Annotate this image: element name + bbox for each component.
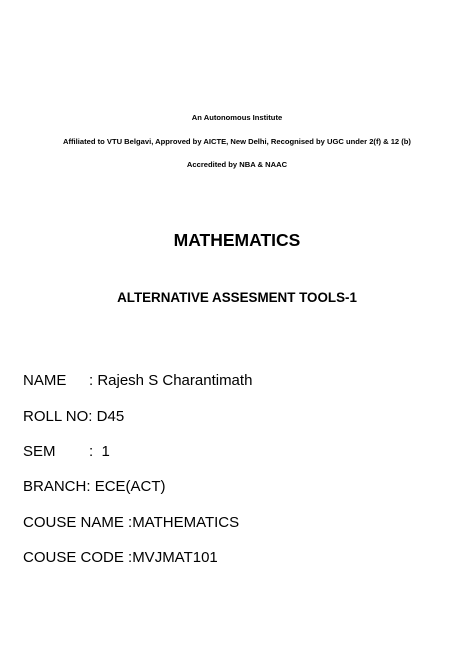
student-name-value: : Rajesh S Charantimath: [89, 372, 253, 389]
course-code-field: [23, 549, 218, 566]
semester-field: [23, 443, 110, 460]
course-name-value: MATHEMATICS: [132, 514, 240, 531]
student-name-label: NAME: [23, 372, 67, 389]
student-name-field: [23, 372, 252, 389]
institute-status-line: An Autonomous Institute: [191, 113, 283, 122]
branch-field: [23, 478, 166, 495]
roll-number-label: ROLL NO:: [23, 408, 93, 425]
course-code-label: COUSE CODE :: [23, 549, 133, 566]
subject-title: MATHEMATICS: [173, 230, 301, 250]
accreditation-line: Accredited by NBA & NAAC: [186, 160, 288, 169]
semester-value: : 1: [89, 443, 110, 460]
affiliation-line: Affiliated to VTU Belgavi, Approved by AICTE, New Delhi, Recognised by UGC under 2(f) & 12 (b): [63, 137, 411, 146]
assessment-title: ALTERNATIVE ASSESMENT TOOLS-1: [117, 290, 357, 305]
roll-number-value: D45: [96, 408, 125, 425]
course-name-label: COUSE NAME :: [23, 514, 133, 531]
branch-value: ECE(ACT): [94, 478, 166, 495]
course-code-value: MVJMAT101: [132, 549, 218, 566]
semester-label: SEM: [23, 443, 56, 460]
branch-label: BRANCH:: [23, 478, 91, 495]
course-name-field: [23, 514, 239, 531]
roll-number-field: [23, 408, 124, 425]
